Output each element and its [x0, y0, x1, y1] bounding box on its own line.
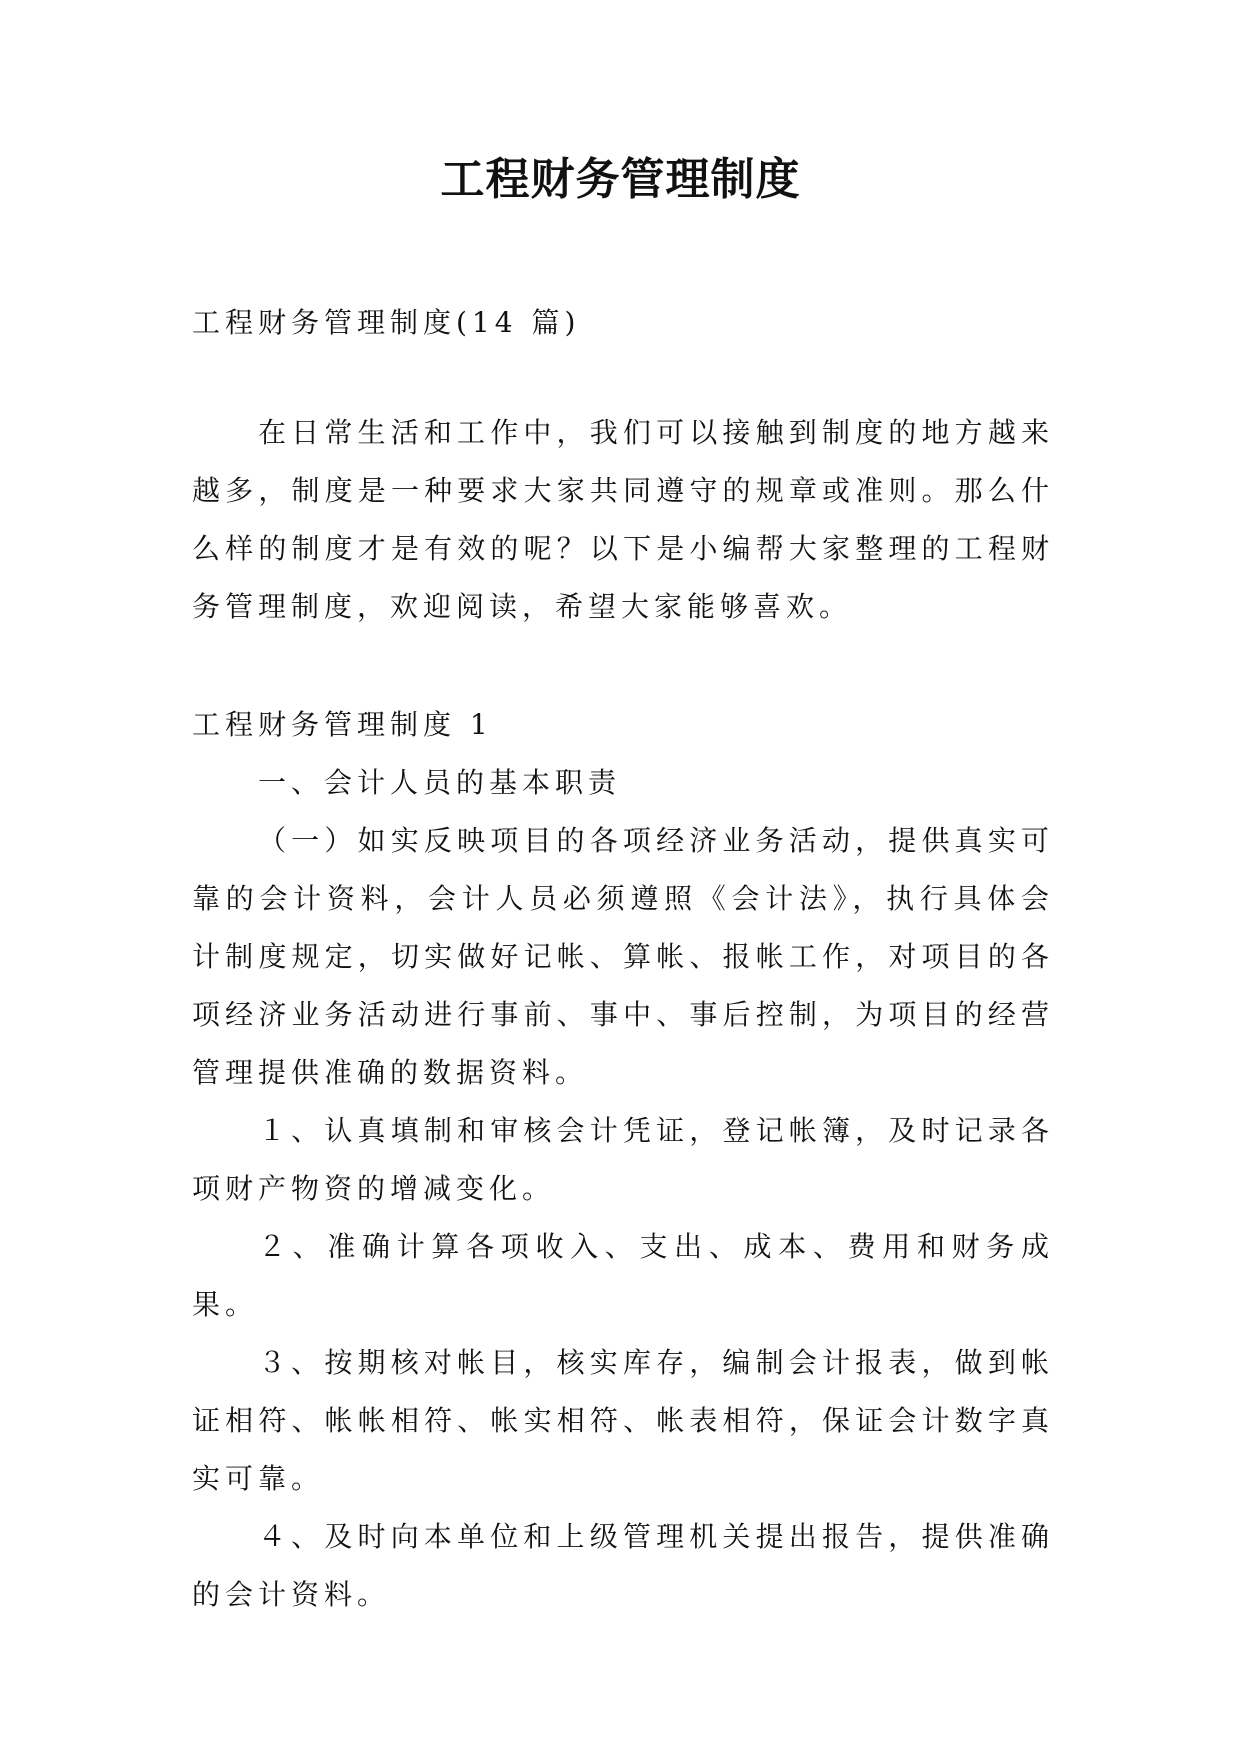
- section-paragraph: ４、及时向本单位和上级管理机关提出报告，提供准确的会计资料。: [192, 1520, 1054, 1611]
- document-title: 工程财务管理制度: [440, 154, 801, 205]
- section-paragraph: ２、准确计算各项收入、支出、成本、费用和财务成果。: [192, 1230, 1054, 1321]
- document-subtitle: 工程财务管理制度(14 篇): [192, 306, 581, 339]
- section-paragraph: （一）如实反映项目的各项经济业务活动，提供真实可靠的会计资料，会计人员必须遵照《会计法》，执行具体会计制度规定，切实做好记帐、算帐、报帐工作，对项目的各项经济业务活动进行事前、事中、事后控制，为项目的经营管理提供准确的数据资料。: [192, 824, 1054, 1089]
- section-paragraph: １、认真填制和审核会计凭证，登记帐簿，及时记录各项财产物资的增减变化。: [192, 1114, 1054, 1205]
- section-paragraph: ３、按期核对帐目，核实库存，编制会计报表，做到帐证相符、帐帐相符、帐实相符、帐表相符，保证会计数字真实可靠。: [192, 1346, 1054, 1495]
- intro-paragraph: 在日常生活和工作中，我们可以接触到制度的地方越来越多，制度是一种要求大家共同遵守的规章或准则。那么什么样的制度才是有效的呢？以下是小编帮大家整理的工程财务管理制度，欢迎阅读，希望大家能够喜欢。: [192, 416, 1054, 623]
- section-1: [192, 696, 1054, 1624]
- section-heading: 工程财务管理制度 1: [192, 708, 493, 741]
- section-paragraph: 一、会计人员的基本职责: [258, 766, 622, 799]
